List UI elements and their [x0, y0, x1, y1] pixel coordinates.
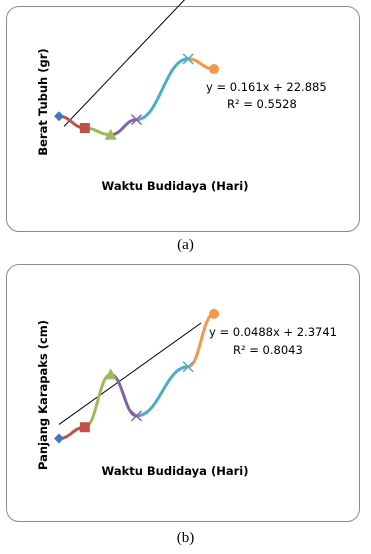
chart-a-series-line-3: [111, 120, 137, 135]
chart-a-trend-equation: y = 0.161x + 22.885: [206, 80, 327, 94]
caption-b: (b): [176, 530, 195, 546]
chart-b-series-line-4: [137, 367, 189, 416]
chart-a-svg: [7, 7, 361, 233]
chart-b-trend-equation: y = 0.0488x + 2.3741: [209, 325, 337, 339]
chart-a-data-point-1: [54, 111, 64, 121]
chart-b-data-point-3: [105, 368, 117, 379]
chart-b-data-point-2: [80, 422, 90, 432]
chart-b-data-point-1: [54, 434, 64, 444]
chart-a-data-point-2: [80, 123, 90, 133]
chart-b-svg: [7, 265, 361, 523]
chart-b-series-line-5: [188, 314, 214, 367]
chart-panel-a: [6, 6, 360, 232]
chart-b-trend-r2: R² = 0.8043: [233, 343, 303, 357]
chart-b-series-line-3: [111, 374, 137, 416]
chart-panel-b: [6, 264, 360, 522]
chart-a-data-point-6: [209, 64, 219, 74]
chart-b-data-point-6: [209, 309, 219, 319]
caption-a: (a): [177, 237, 194, 253]
chart-a-trend-r2: R² = 0.5528: [227, 97, 297, 111]
chart-b-series-line-2: [85, 374, 111, 427]
chart-b-x-axis-label: Waktu Budidaya (Hari): [101, 464, 249, 478]
chart-a-x-axis-label: Waktu Budidaya (Hari): [101, 179, 249, 193]
chart-b-y-axis-label: Panjang Karapaks (cm): [36, 319, 50, 471]
chart-a-series-line-4: [137, 59, 189, 120]
chart-a-y-axis-label: Berat Tubuh (gr): [36, 48, 50, 156]
